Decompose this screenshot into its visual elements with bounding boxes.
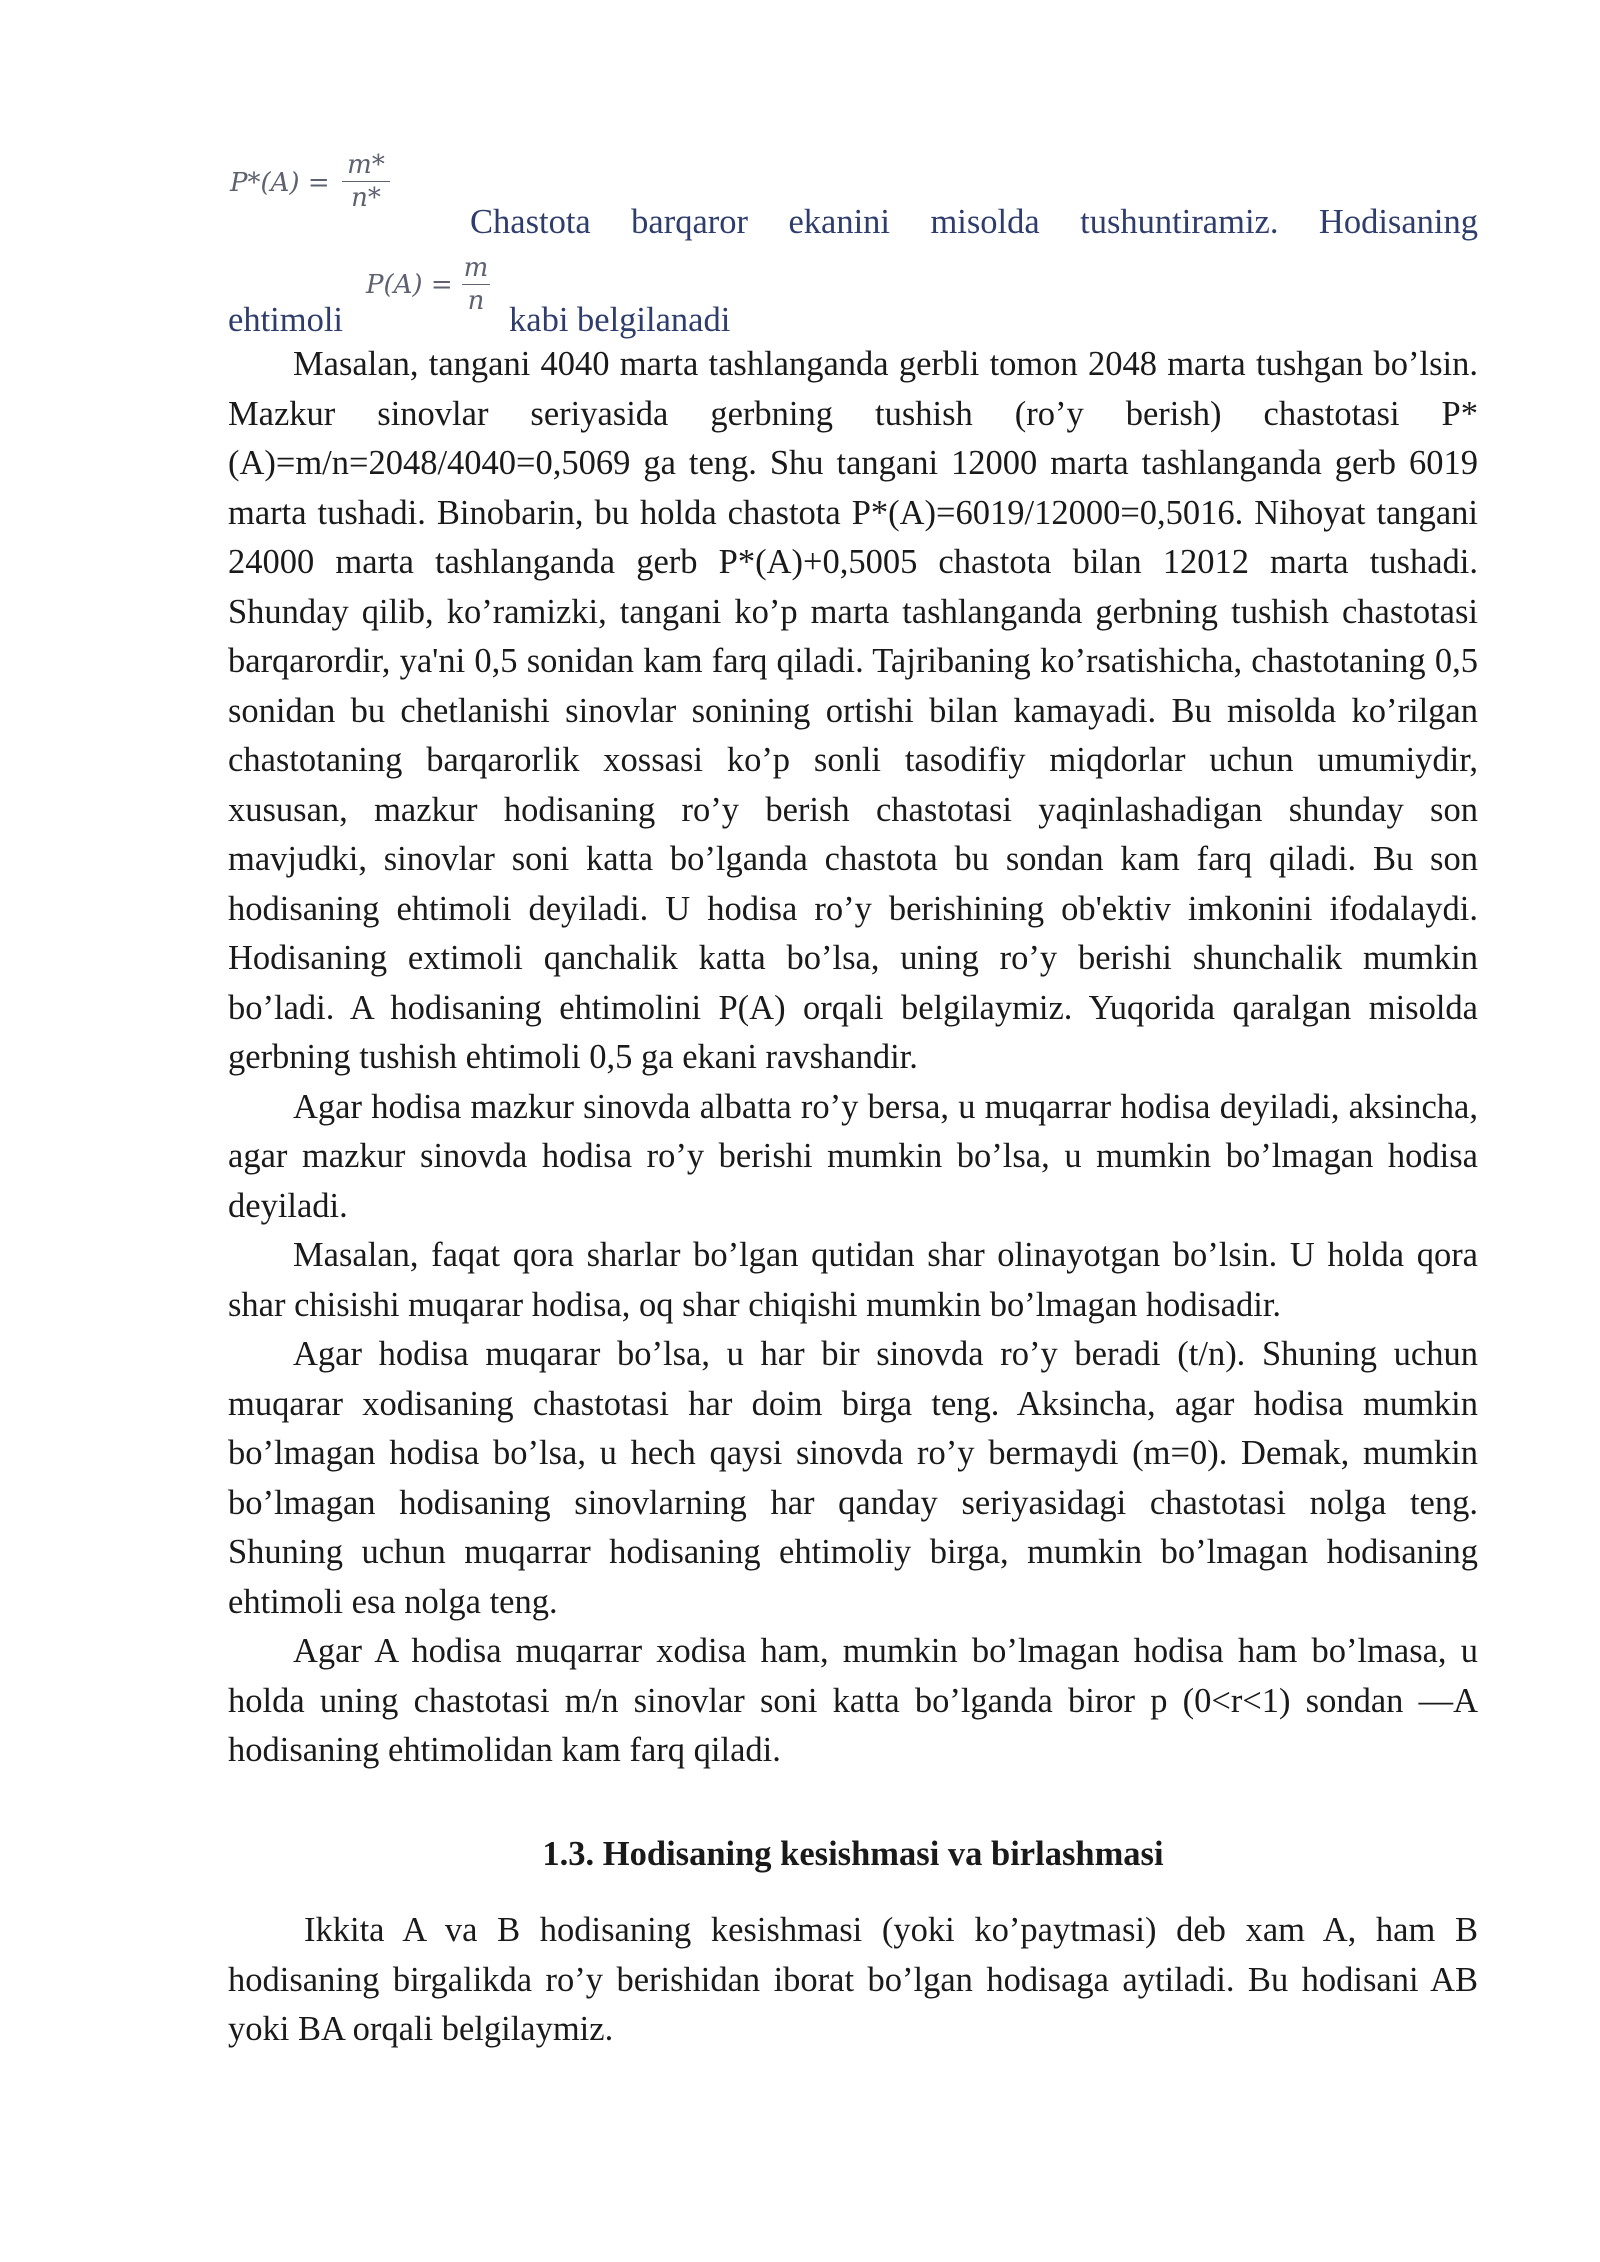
formula-frequency-fraction xyxy=(342,150,390,213)
paragraph-general-event: Agar A hodisa muqarrar xodisa ham, mumkin bo’lmagan hodisa ham bo’lmasa, u holda uning chastotasi m/n sinovlar soni katta bo’lganda biror p (0<r<1) sondan —A hodisaning ehtimolidan kam farq qiladi. xyxy=(228,1632,1478,1769)
paragraph-coin-example: Masalan, tangani 4040 marta tashlanganda gerbli tomon 2048 marta tushgan bo’lsin. Mazkur sinovlar seriyasida gerbning tushish (ro’y berish) chastotasi P*(A)=m/n=2048/4040=0,5069 ga teng. Shu tangani 12000 marta tashlanganda gerb 6019 marta tushadi. Binobarin, bu holda chastota P*(A)=6019/12000=0,5016. Nihoyat tangani 24000 marta tashlanganda gerb P*(A)+0,5005 chastota bilan 12012 marta tushadi. Shunday qilib, ko’ramizki, tangani ko’p marta tashlanganda gerbning tushish chastotasi barqarordir, ya'ni 0,5 sonidan kam farq qiladi. Tajribaning ko’rsatishicha, chastotaning 0,5 sonidan bu chetlanishi sinovlar sonining ortishi bilan kamayadi. Bu misolda ko’rilgan chastotaning barqarorlik xossasi ko’p sonli tasodifiy miqdorlar uchun umumiydir, xususan, mazkur hodisaning ro’y berish chastotasi yaqinlashadigan shunday son mavjudki, sinovlar soni katta bo’lganda chastota bu sondan kam farq qiladi. Bu son hodisaning ehtimoli deyiladi. U hodisa ro’y berishining ob'ektiv imkonini ifodalaydi. Hodisaning extimoli qanchalik katta bo’lsa, uning ro’y berishi shunchalik mumkin bo’ladi. A hodisaning ehtimolini P(A) orqali belgilaymiz. Yuqorida qaralgan misolda gerbning tushish ehtimoli 0,5 ga ekani ravshandir. xyxy=(228,345,1478,1076)
formula-probability-fraction xyxy=(462,253,490,316)
body-text xyxy=(228,340,1478,1776)
section-heading: 1.3. Hodisaning kesishmasi va birlashmasi xyxy=(542,1835,1164,1873)
intro-line-2-end: kabi belgilanadi xyxy=(509,301,731,339)
formula-frequency-lhs: P*(A) = xyxy=(230,168,330,198)
formula-frequency-numerator: m* xyxy=(347,150,385,180)
intro-line-1: Chastota barqaror ekanini misolda tushuntiramiz. Hodisaning xyxy=(470,203,1478,241)
formula-probability-lhs: P(A) = xyxy=(366,270,453,300)
fraction-bar xyxy=(342,181,390,182)
formula-frequency-denominator: n* xyxy=(351,183,381,213)
intro-line-2-start: ehtimoli xyxy=(228,301,343,339)
paragraph-black-balls: Masalan, faqat qora sharlar bo’lgan qutidan shar olinayotgan bo’lsin. U holda qora shar chisishi muqarar hodisa, oq shar chiqishi mumkin bo’lmagan hodisadir. xyxy=(228,1236,1478,1324)
paragraph-certain-event: Agar hodisa mazkur sinovda albatta ro’y bersa, u muqarrar hodisa deyiladi, aksincha, agar mazkur sinovda hodisa ro’y berishi mumkin bo’lsa, u mumkin bo’lmagan hodisa deyiladi. xyxy=(228,1087,1478,1225)
formula-probability-denominator: n xyxy=(467,286,485,316)
fraction-bar xyxy=(462,284,490,285)
paragraph-intersection-definition: Ikkita A va B hodisaning kesishmasi (yoki ko’paytmasi) deb xam A, ham B hodisaning birgalikda ro’y berishidan iborat bo’lgan hodisaga aytiladi. Bu hodisani AB yoki BA orqali belgilaymiz. xyxy=(228,1911,1478,2048)
formula-probability-numerator: m xyxy=(463,253,489,283)
paragraph-frequency-one-zero: Agar hodisa muqarar bo’lsa, u har bir sinovda ro’y beradi (t/n). Shuning uchun muqarar xodisaning chastotasi har doim birga teng. Aksincha, agar hodisa mumkin bo’lmagan hodisa bo’lsa, u hech qaysi sinovda ro’y bermaydi (m=0). Demak, mumkin bo’lmagan hodisaning sinovlarning har qanday seriyasidagi chastotasi nolga teng. Shuning uchun muqarrar hodisaning ehtimoliy birga, mumkin bo’lmagan hodisaning ehtimoli esa nolga teng. xyxy=(228,1335,1478,1621)
body-text-section xyxy=(228,1906,1478,2055)
